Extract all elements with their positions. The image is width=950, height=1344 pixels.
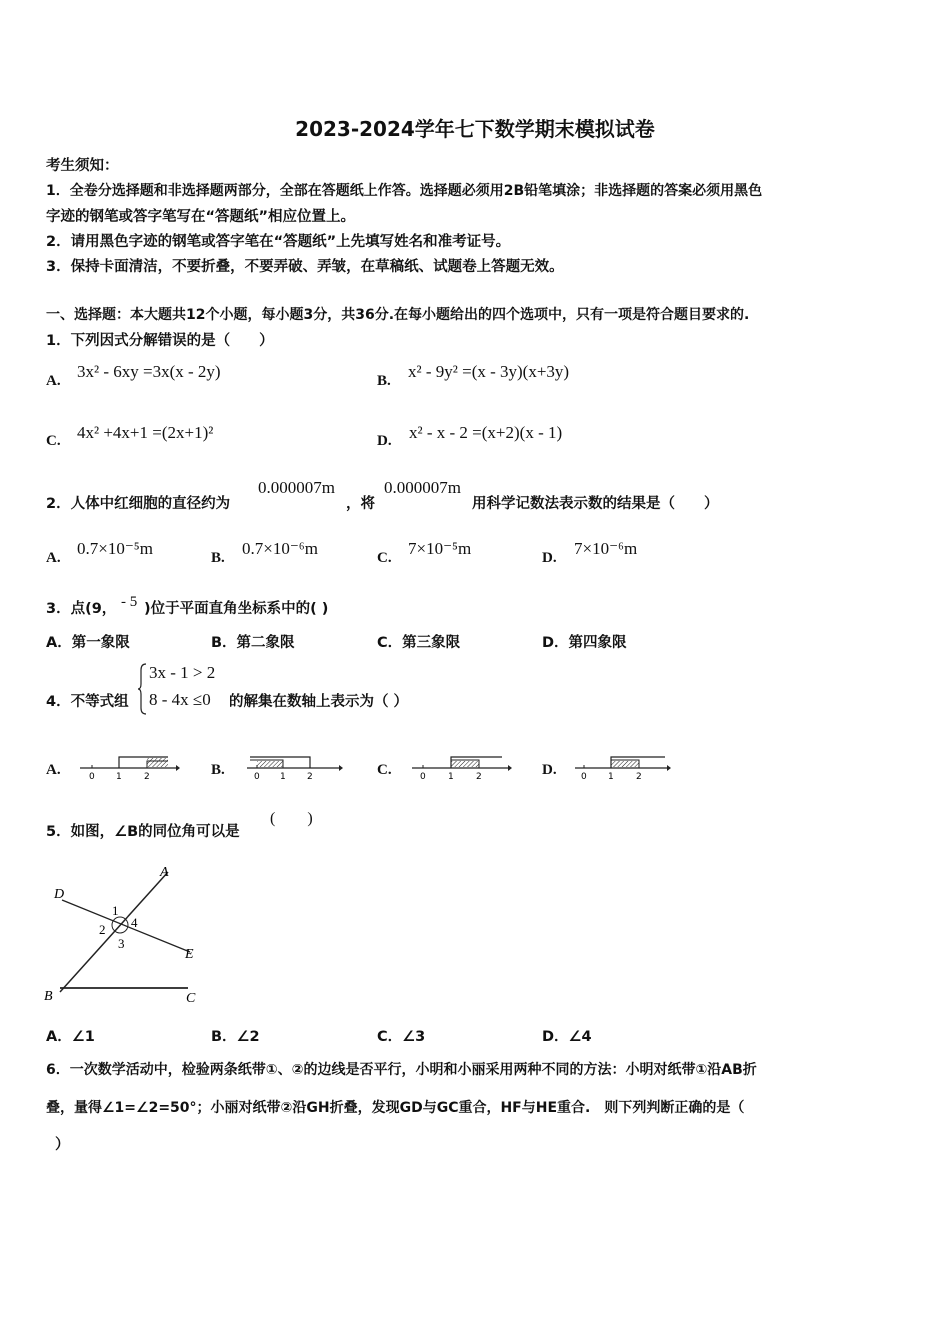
q1-option-d: x² - x - 2 =(x+2)(x - 1) (409, 423, 563, 442)
q4-option-c-number-line[interactable] (410, 752, 515, 782)
q4-label-a: A. (46, 762, 61, 778)
q2-option-a: 0.7×10⁻⁵m (77, 539, 153, 558)
q2-option-b: 0.7×10⁻⁶m (242, 539, 318, 558)
q2-value: 0.000007m (258, 478, 335, 497)
q2-stem-part1: 2．人体中红细胞的直径约为 (46, 496, 231, 512)
q2-label-a: A. (46, 550, 61, 566)
q5-stem: 5．如图，∠B的同位角可以是 (46, 824, 240, 840)
page-title: 2023-2024学年七下数学期末模拟试卷 (295, 117, 655, 141)
q5-geometry-figure (40, 860, 220, 1010)
q4-b-tick-1: 1 (280, 772, 286, 782)
q3-coord: - 5 (121, 594, 138, 610)
q6-line-3: ） (55, 1137, 70, 1153)
q3-stem-part1: 3．点(9， (46, 601, 117, 617)
q4-d-tick-0: 0 (581, 772, 587, 782)
q4-label-d: D. (542, 762, 557, 778)
q6-line-2: 叠，量得∠1=∠2=50°；小丽对纸带②沿GH折叠，发现GD与GC重合，HF与HE重合. 则下列判断正确的是（ (46, 1100, 745, 1116)
q1-option-c: 4x² +4x+1 =(2x+1)² (77, 423, 214, 442)
q4-option-d-number-line[interactable] (573, 752, 673, 782)
label-E: E (185, 947, 194, 962)
q4-label-b: B. (211, 762, 225, 778)
q4-c-tick-0: 0 (420, 772, 426, 782)
q2-stem-part2: ，将 (346, 496, 375, 512)
q4-label-c: C. (377, 762, 392, 778)
q6-line-1: 6．一次数学活动中，检验两条纸带①、②的边线是否平行，小明和小丽采用两种不同的方法：小明对纸带①沿AB折 (46, 1062, 757, 1078)
angle-label-4: 4 (131, 915, 138, 930)
q5-option-c: C．∠3 (377, 1029, 426, 1045)
q1-stem: 1．下列因式分解错误的是（ ） (46, 333, 274, 349)
q3-option-c: C．第三象限 (377, 635, 461, 651)
q2-option-d: 7×10⁻⁶m (574, 539, 638, 558)
q5-answer-paren: ( ) (270, 810, 313, 827)
q3-option-d: D．第四象限 (542, 635, 627, 651)
q4-stem-part1: 4．不等式组 (46, 694, 129, 710)
q4-d-tick-2: 2 (636, 772, 642, 782)
q4-a-tick-0: 0 (89, 772, 95, 782)
q2-value-2: 0.000007m (384, 478, 461, 497)
notice-line-3: 3．保持卡面清洁，不要折叠，不要弄破、弄皱，在草稿纸、试题卷上答题无效。 (46, 259, 564, 275)
q3-option-b: B．第二象限 (211, 635, 295, 651)
q4-c-tick-1: 1 (448, 772, 454, 782)
q4-inequality-1: 3x - 1 > 2 (149, 663, 216, 682)
label-D: D (54, 887, 65, 902)
q4-a-tick-2: 2 (144, 772, 150, 782)
q4-inequality-2: 8 - 4x ≤0 (149, 690, 211, 709)
q5-option-b: B．∠2 (211, 1029, 260, 1045)
notice-line-1b: 字迹的钢笔或答字笔写在“答题纸”相应位置上。 (46, 209, 356, 225)
q1-label-b: B. (377, 373, 391, 389)
angle-label-1: 1 (112, 903, 119, 918)
q2-option-c: 7×10⁻⁵m (408, 539, 472, 558)
q4-option-a-number-line[interactable] (78, 752, 180, 782)
q4-stem-part2: 的解集在数轴上表示为（ ） (229, 694, 409, 710)
q4-option-b-number-line[interactable] (245, 752, 345, 782)
q2-label-b: B. (211, 550, 225, 566)
q5-option-a: A．∠1 (46, 1029, 95, 1045)
section-heading: 一、选择题：本大题共12个小题，每小题3分，共36分.在每小题给出的四个选项中，只有一项是符合题目要求的. (46, 307, 750, 323)
notice-heading: 考生须知： (46, 158, 119, 174)
q1-label-a: A. (46, 373, 61, 389)
label-A: A (160, 865, 169, 880)
q4-c-tick-2: 2 (476, 772, 482, 782)
q1-option-b: x² - 9y² =(x - 3y)(x+3y) (408, 362, 570, 381)
q4-b-tick-0: 0 (254, 772, 260, 782)
angle-label-3: 3 (118, 936, 125, 951)
q1-option-a: 3x² - 6xy =3x(x - 2y) (77, 362, 221, 381)
q4-brace (138, 662, 148, 716)
q4-d-tick-1: 1 (608, 772, 614, 782)
notice-line-1a: 1．全卷分选择题和非选择题两部分，全部在答题纸上作答。选择题必须用2B铅笔填涂；非选择题的答案必须用黑色 (46, 183, 763, 199)
q2-label-c: C. (377, 550, 392, 566)
q4-b-tick-2: 2 (307, 772, 313, 782)
q4-a-tick-1: 1 (116, 772, 122, 782)
q2-label-d: D. (542, 550, 557, 566)
q2-stem-part3: 用科学记数法表示数的结果是（ ） (472, 496, 719, 512)
notice-line-2: 2．请用黑色字迹的钢笔或答字笔在“答题纸”上先填写姓名和准考证号。 (46, 234, 511, 250)
label-B: B (44, 989, 53, 1004)
label-C: C (186, 991, 196, 1006)
q1-label-c: C. (46, 433, 61, 449)
angle-label-2: 2 (99, 922, 106, 937)
q5-option-d: D．∠4 (542, 1029, 592, 1045)
q3-option-a: A．第一象限 (46, 635, 130, 651)
q3-stem-part2: )位于平面直角坐标系中的( ) (144, 601, 329, 617)
q1-label-d: D. (377, 433, 392, 449)
